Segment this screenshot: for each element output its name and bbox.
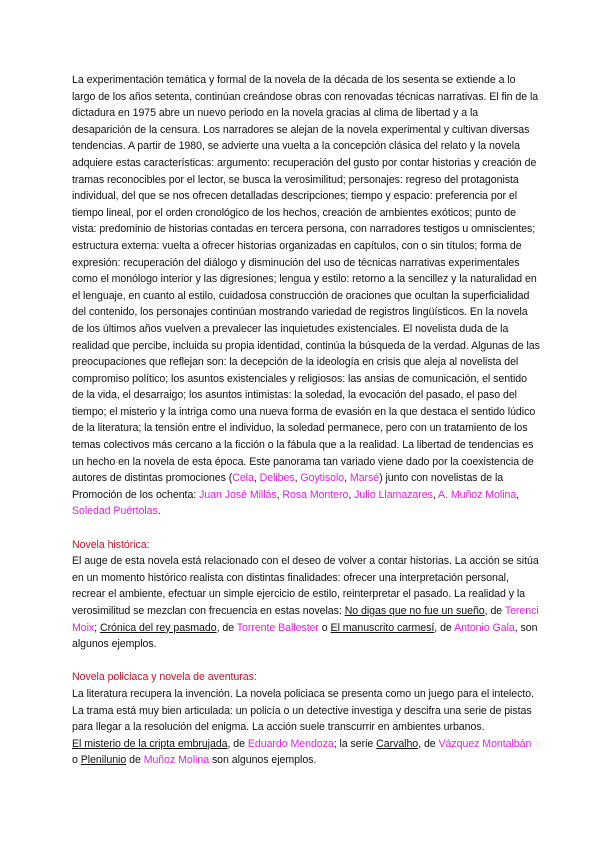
author-link-marse[interactable]: Marsé bbox=[349, 472, 380, 485]
separator: , bbox=[294, 472, 301, 485]
work-link-manuscrito[interactable]: El manuscrito carmesí bbox=[330, 621, 435, 634]
connector: ; la serie bbox=[333, 737, 377, 750]
author-link-vazquez-montalban[interactable]: Vázquez Montalbán bbox=[438, 737, 532, 750]
author-link-puertolas[interactable]: Soledad Puértolas bbox=[72, 505, 158, 518]
period: . bbox=[157, 505, 161, 518]
intro-paragraph bbox=[72, 72, 540, 520]
section-heading-policiaca: Novela policiaca y novela de aventuras: bbox=[72, 671, 257, 684]
separator: , bbox=[432, 488, 439, 501]
separator: , bbox=[516, 488, 520, 501]
author-link-goytisolo[interactable]: Goytisolo bbox=[300, 472, 345, 485]
author-link-eduardo-mendoza[interactable]: Eduardo Mendoza bbox=[247, 737, 334, 750]
author-link-millas[interactable]: Juan José Millás bbox=[199, 488, 277, 501]
author-link-terenci-moix[interactable]: Terenci Moix bbox=[72, 605, 539, 634]
sentence-end: son algunos ejemplos. bbox=[209, 754, 317, 767]
connector: , de bbox=[418, 737, 439, 750]
section-heading-historica: Novela histórica: bbox=[72, 538, 150, 551]
work-link-misterio-cripta[interactable]: El misterio de la cripta embrujada bbox=[72, 737, 228, 750]
intro-text-continued: ) junto con novelistas de la Promoción de los ochenta: bbox=[72, 472, 504, 501]
connector: o bbox=[318, 621, 331, 634]
separator: , bbox=[276, 488, 283, 501]
historica-text: El auge de esta novela está relacionado con el deseo de volver a contar historias. La acción se sitúa en un momento histórico realista con distintas finalidades: ofrecer una interpretación personal, recrear el ambiente, efectuar un simple ejercicio de estilo, reinterpretar el pasado. La realidad y la verosimilitud se mezclan con frecuencia en estas novelas: bbox=[72, 555, 539, 617]
author-link-montero[interactable]: Rosa Montero bbox=[282, 488, 349, 501]
spacer bbox=[72, 520, 540, 537]
work-link-plenilunio[interactable]: Plenilunio bbox=[80, 754, 127, 767]
spacer bbox=[72, 653, 540, 670]
policiaca-paragraph: La literatura recupera la invención. La novela policiaca se presenta como un juego para el intelecto. La trama está muy bien articulada: un policía o un detective investiga y descifra una serie de pistas para llegar a la resolución del enigma. La acción suele transcurrir en ambientes urbanos. bbox=[72, 687, 534, 734]
connector: o bbox=[72, 754, 81, 767]
separator: , bbox=[348, 488, 355, 501]
connector: , de bbox=[484, 605, 505, 617]
author-link-munoz-molina-2[interactable]: Muñoz Molina bbox=[143, 754, 210, 767]
work-link-cronica[interactable]: Crónica del rey pasmado bbox=[99, 621, 217, 634]
sentence-end: , son algunos ejemplos. bbox=[72, 621, 538, 651]
policiaca-examples bbox=[72, 736, 540, 769]
author-link-antonio-gala[interactable]: Antonio Gala bbox=[454, 621, 515, 634]
connector: , de bbox=[434, 621, 455, 634]
author-link-llamazares[interactable]: Julio Llamazares bbox=[354, 488, 433, 501]
work-link-no-digas[interactable]: No digas que no fue un sueño bbox=[344, 605, 485, 617]
connector: de bbox=[126, 754, 144, 767]
author-link-delibes[interactable]: Delibes bbox=[259, 472, 295, 485]
historica-paragraph bbox=[72, 553, 540, 653]
connector: , de bbox=[216, 621, 237, 634]
separator: ; bbox=[94, 621, 100, 634]
author-link-torrente-ballester[interactable]: Torrente Ballester bbox=[236, 621, 319, 634]
separator: , bbox=[344, 472, 350, 485]
separator: , bbox=[253, 472, 260, 485]
intro-text: La experimentación temática y formal de la novela de la década de los sesenta se extiende a lo largo de los años setenta, continúan creándose obras con renovadas técnicas narrativas. El fin de la dictadura en 1975 abre un nuevo periodo en la novela gracias al clima de libertad y a la desaparición de la censura. Los narradores se alejan de la novela experimental y cultivan diversas tendencias. A partir de 1980, se advierte una vuelta a la concepción clásica del relato y la novela adquiere estas características: argumento: recuperación del gusto por contar historias y creación de tramas reconocibles por el lector, se busca la verosimilitud; personajes: regreso del protagonista individual, del que se nos ofrecen detalladas descripciones; tiempo y espacio: preferencia por el tiempo lineal, por el orden cronológico de los hechos, creación de ambientes exóticos; punto de vista: predominio de historias contadas en tercera persona, con narradores testigos u omniscientes; estructura externa: vuelta a ofrecer historias organizadas en capítulos, con o sin títulos; forma de expresión: recuperación del diálogo y disminución del uso de técnicas narrativas experimentales como el monólogo interior y las digresiones; lengua y estilo: retorno a la sencillez y la naturalidad en el lenguaje, en cuanto al estilo, cuidadosa construcción de oraciones que ocultan la superficialidad del contenido, los personajes continúan mostrando variedad de registros lingüísticos. En la novela de los últimos años vuelven a prevalecer las inquietudes existenciales. El novelista duda de la realidad que percibe, incluida su propia identidad, continúa la búsqueda de la verdad. Algunas de las preocupaciones que reflejan son: la decepción de la ideología en crisis que aleja al novelista del compromiso político; los asuntos existenciales y religiosos: las ansias de comunicación, el sentido de la vida, el desarraigo; los asuntos intimistas: la soledad, la evocación del pasado, el paso del tiempo; el misterio y la intriga como una nueva forma de evasión en la que destaca el sentido lúdico de la literatura; la tensión entre el individuo, la soledad permanece, pero con un tratamiento de los temas colectivos más cercano a la ficción o la fábula que a la realidad. La libertad de tendencias es un hecho en la novela de esta época. Este panorama tan variado viene dado por la coexistencia de autores de distintas promociones ( bbox=[72, 74, 540, 485]
connector: , de bbox=[227, 737, 248, 750]
author-link-cela[interactable]: Cela bbox=[232, 472, 254, 485]
work-link-carvalho[interactable]: Carvalho bbox=[376, 737, 419, 750]
author-link-munoz-molina[interactable]: A. Muñoz Molina bbox=[438, 488, 517, 501]
